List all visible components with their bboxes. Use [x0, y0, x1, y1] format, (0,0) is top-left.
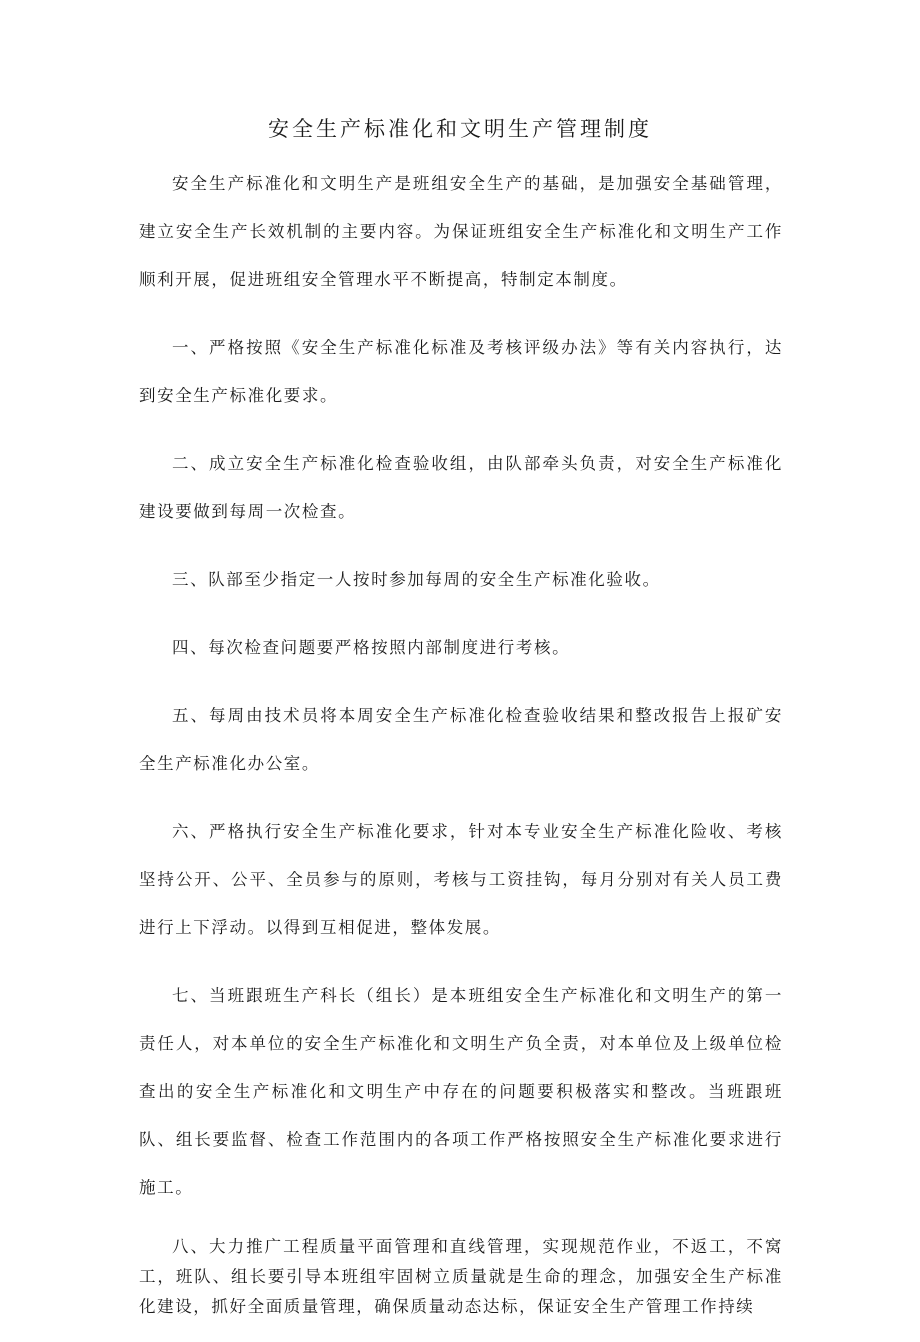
paragraph-item-8: 八、大力推广工程质量平面管理和直线管理，实现规范作业，不返工，不窝工，班队、组长要引导本班组牢固树立质量就是生命的理念，加强安全生产标准化建设，抓好全面质量管理，确保质量动态达标，保证安全生产管理工作持续	[139, 1237, 783, 1316]
paragraph-item-3: 三、队部至少指定一人按时参加每周的安全生产标准化验收。	[172, 570, 661, 589]
document-body	[139, 160, 783, 1342]
paragraph-item-4: 四、每次检查问题要严格按照内部制度进行考核。	[172, 638, 571, 657]
paragraph-item-2: 二、成立安全生产标准化检查验收组，由队部牵头负责，对安全生产标准化建设要做到每周一次检查。	[139, 454, 783, 521]
paragraph-item-1: 一、严格按照《安全生产标准化标准及考核评级办法》等有关内容执行，达到安全生产标准化要求。	[139, 338, 783, 405]
paragraph-item-7: 七、当班跟班生产科长（组长）是本班组安全生产标准化和文明生产的第一责任人，对本单位的安全生产标准化和文明生产负全责，对本单位及上级单位检查出的安全生产标准化和文明生产中存在的问题要积极落实和整改。当班跟班队、组长要监督、检查工作范围内的各项工作严格按照安全生产标准化要求进行施工。	[139, 986, 783, 1197]
paragraph-intro: 安全生产标准化和文明生产是班组安全生产的基础，是加强安全基础管理，建立安全生产长效机制的主要内容。为保证班组安全生产标准化和文明生产工作顺利开展，促进班组安全管理水平不断提高，特制定本制度。	[139, 174, 783, 289]
paragraph-item-6: 六、严格执行安全生产标准化要求，针对本专业安全生产标准化险收、考核坚持公开、公平、全员参与的原则，考核与工资挂钩，每月分别对有关人员工费进行上下浮动。以得到互相促进，整体发展。	[139, 822, 783, 937]
document-title: 安全生产标准化和文明生产管理制度	[268, 117, 652, 141]
paragraph-item-5: 五、每周由技术员将本周安全生产标准化检查验收结果和整改报告上报矿安全生产标准化办公室。	[139, 706, 783, 773]
